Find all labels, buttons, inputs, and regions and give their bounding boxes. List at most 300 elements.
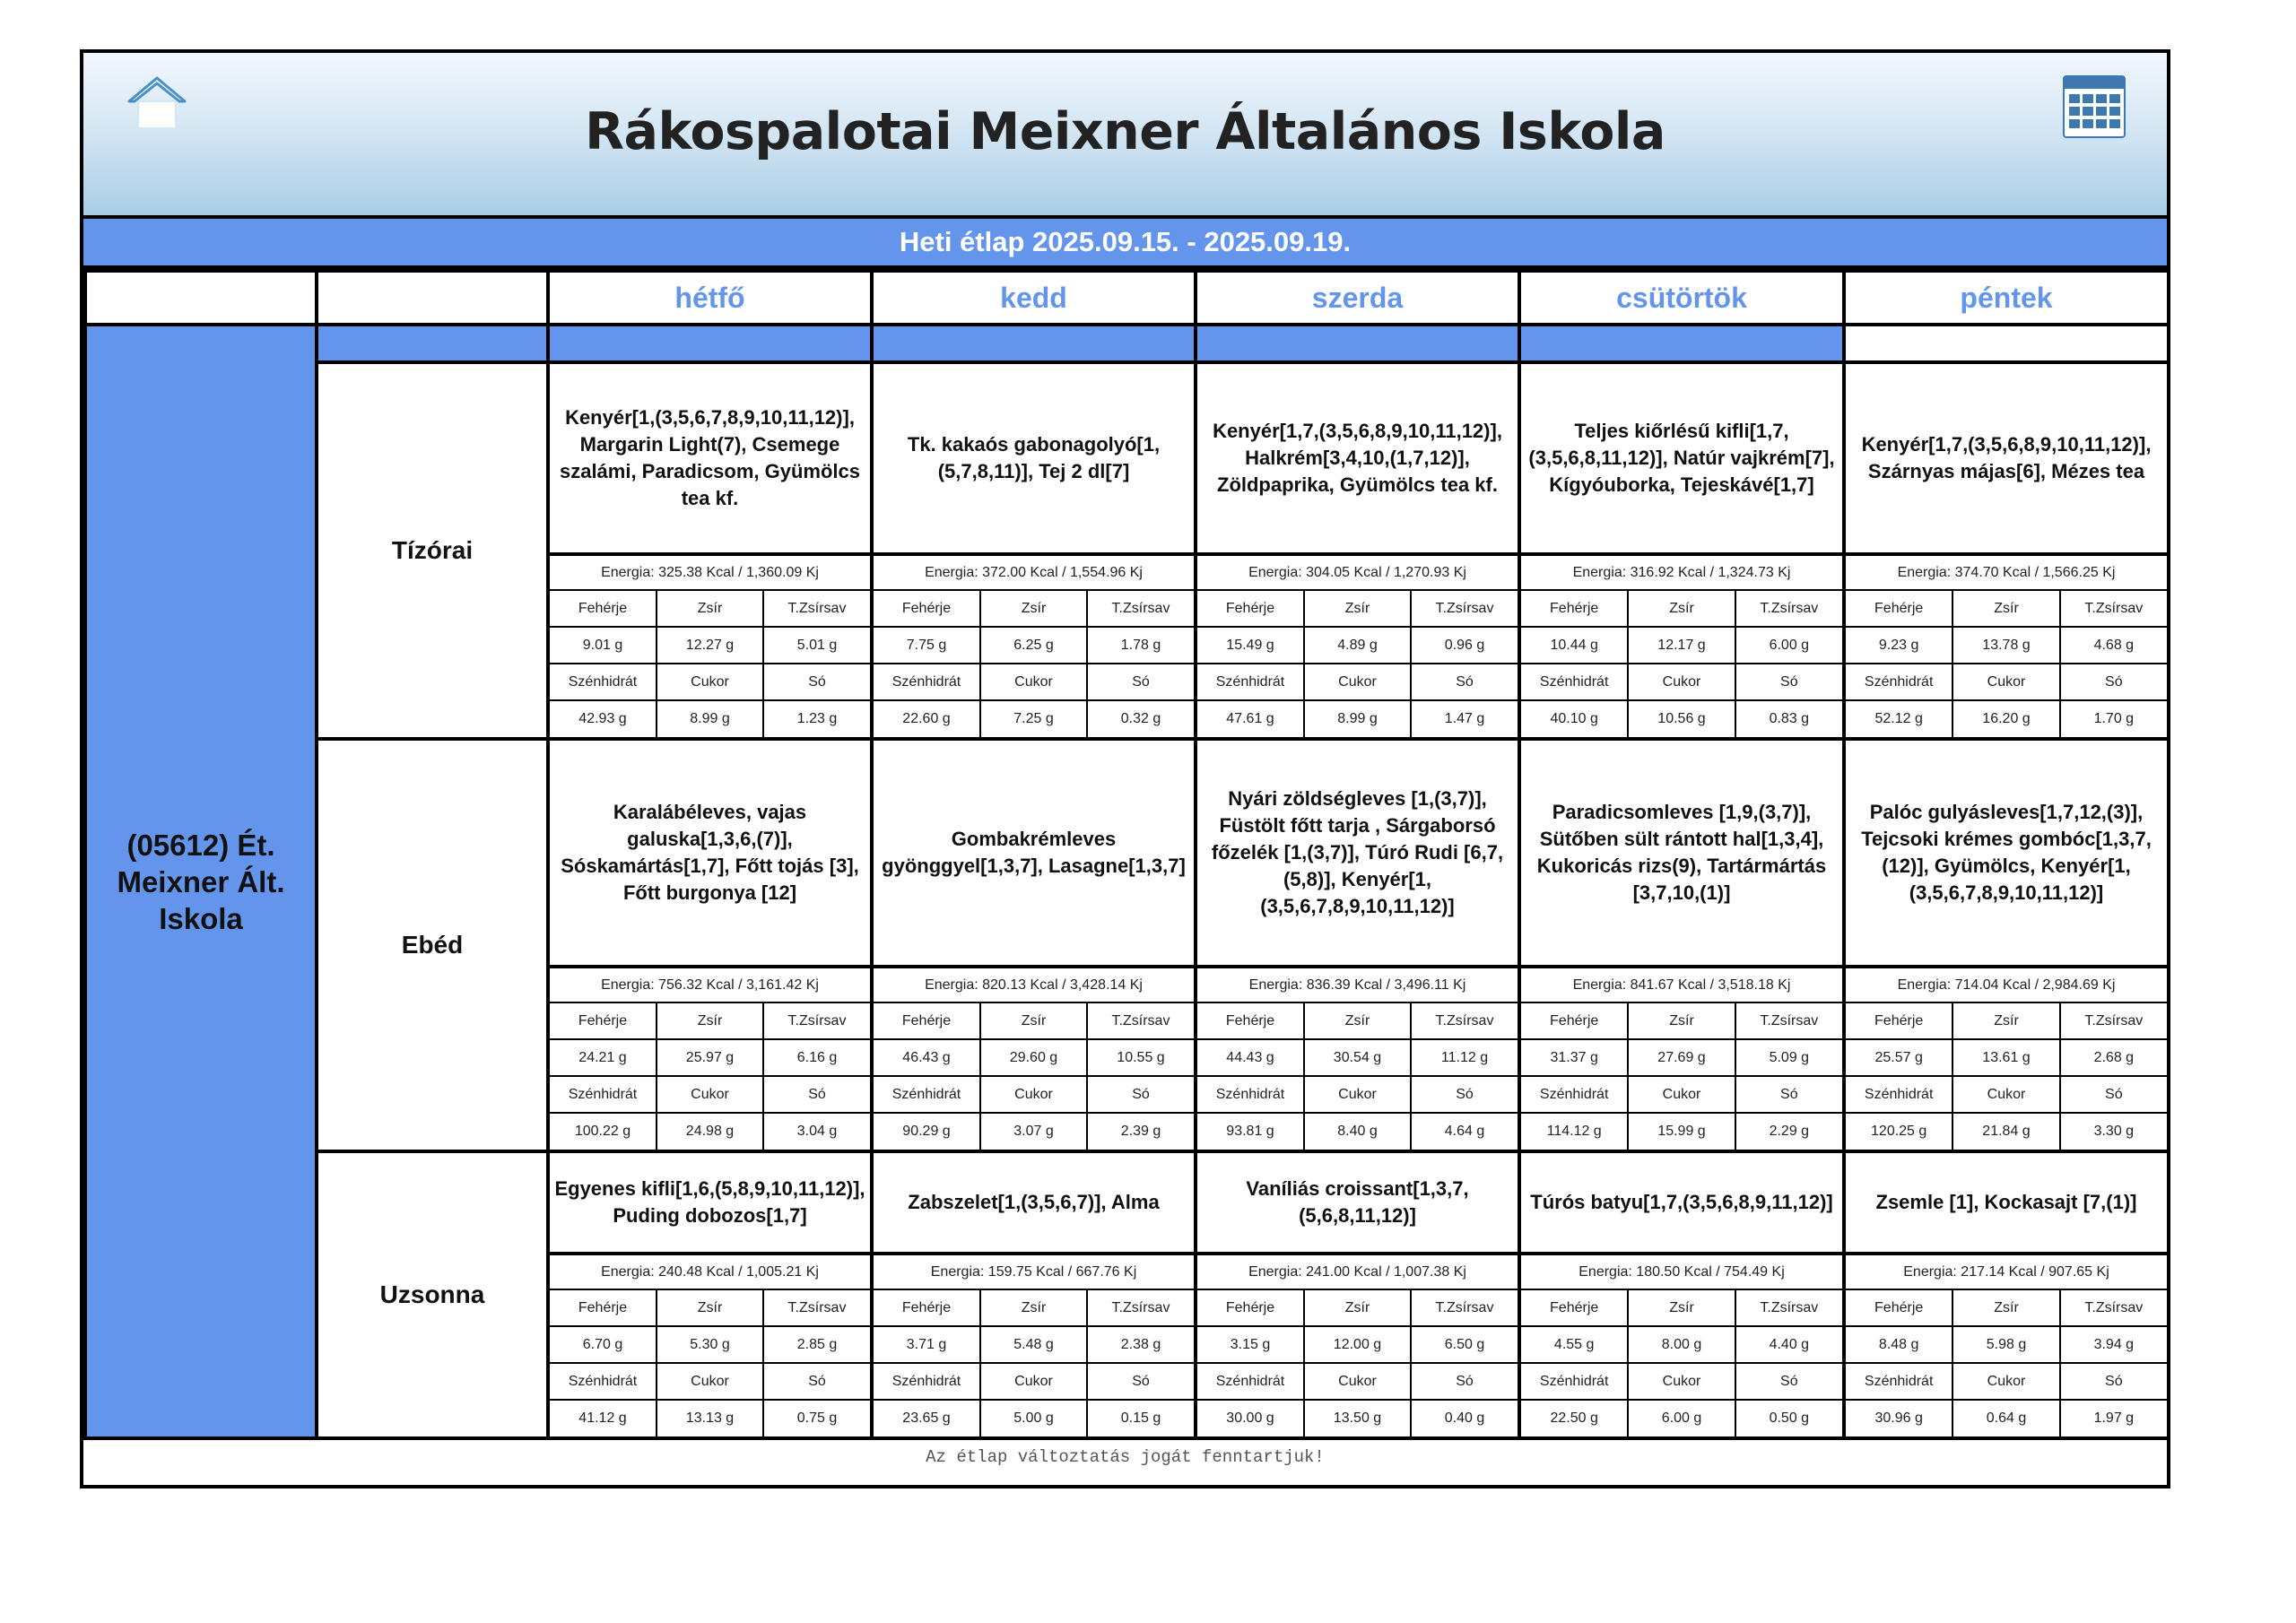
energy-row [550,1255,870,1289]
fat-value: 12.17 g [1628,627,1735,664]
food-text: Kenyér[1,(3,5,6,7,8,9,10,11,12)], Margarin Light(7), Csemege szalámi, Paradicsom, Gyümölcs tea kf. [559,406,861,509]
salt-value: 1.97 g [2060,1400,2167,1436]
fat-label: Zsír [1952,1002,2059,1039]
salt-label: Só [2060,664,2167,700]
sugar-value: 15.99 g [1628,1113,1735,1150]
carb-value: 30.00 g [1197,1400,1304,1436]
carb-value: 93.81 g [1197,1113,1304,1150]
salt-value: 0.32 g [1087,700,1194,737]
nutrition-row [1846,627,2167,664]
sugar-value: 7.25 g [980,700,1087,737]
sugar-value: 13.13 g [657,1400,763,1436]
nutrition-cell-wednesday [1196,1254,1519,1438]
food-cell-wednesday [1196,1151,1519,1254]
protein-value: 46.43 g [874,1039,980,1076]
menu-table [83,269,2170,1440]
satfat-value: 1.78 g [1087,627,1194,664]
nutrition-row [1197,1326,1518,1363]
nutrition-row [550,1039,870,1076]
satfat-value: 6.00 g [1735,627,1842,664]
nutrition-row [874,1363,1194,1400]
blue-strip-cell [548,325,872,362]
week-title: Heti étlap 2025.09.15. - 2025.09.19. [83,219,2167,269]
protein-label: Fehérje [550,1002,657,1039]
fat-label: Zsír [1304,1002,1411,1039]
satfat-label: T.Zsírsav [1411,1289,1518,1326]
satfat-label: T.Zsírsav [763,590,870,627]
nutrition-row [874,1076,1194,1113]
carb-label: Szénhidrát [1521,1363,1628,1400]
nutrition-row [550,627,870,664]
nutrition-cell-thursday [1519,554,1844,739]
day-header-row [85,271,2169,325]
food-cell-friday [1844,1151,2169,1254]
meal-name: Uzsonna [317,1151,548,1438]
nutrition-row [874,1289,1194,1326]
menu-sheet [80,49,2170,1488]
satfat-value: 2.38 g [1087,1326,1194,1363]
nutrition-cell-wednesday [1196,967,1519,1151]
nutrition-row [1521,1400,1842,1436]
energy-value: Energia: 217.14 Kcal / 907.65 Kj [1846,1255,2167,1289]
protein-value: 9.01 g [550,627,657,664]
fat-value: 25.97 g [657,1039,763,1076]
carb-label: Szénhidrát [1846,664,1952,700]
nutrition-table [1521,968,1842,1150]
food-text: Karalábéleves, vajas galuska[1,3,6,(7)], Sóskamártás[1,7], Főtt tojás [3], Főtt burgonya [12] [561,801,859,904]
satfat-label: T.Zsírsav [1735,1002,1842,1039]
fat-label: Zsír [1952,1289,2059,1326]
protein-value: 25.57 g [1846,1039,1952,1076]
energy-row [874,1255,1194,1289]
salt-label: Só [1735,1076,1842,1113]
nutrition-table [1846,968,2167,1150]
salt-label: Só [2060,1363,2167,1400]
salt-label: Só [1411,1363,1518,1400]
nutrition-row [1846,590,2167,627]
nutrition-row [1846,1326,2167,1363]
nutrition-cell-tuesday [872,967,1196,1151]
carb-value: 120.25 g [1846,1113,1952,1150]
nutrition-cell-monday [548,554,872,739]
protein-value: 15.49 g [1197,627,1304,664]
food-cell-monday [548,1151,872,1254]
fat-value: 5.98 g [1952,1326,2059,1363]
carb-value: 90.29 g [874,1113,980,1150]
nutrition-row [874,1002,1194,1039]
food-text: Vaníliás croissant[1,3,7,(5,6,8,11,12)] [1246,1177,1469,1227]
day-header-wednesday: szerda [1196,271,1519,325]
satfat-label: T.Zsírsav [2060,1002,2167,1039]
nutrition-row [550,590,870,627]
carb-label: Szénhidrát [874,664,980,700]
salt-label: Só [1735,664,1842,700]
energy-value: Energia: 240.48 Kcal / 1,005.21 Kj [550,1255,870,1289]
carb-value: 42.93 g [550,700,657,737]
carb-label: Szénhidrát [550,1363,657,1400]
carb-value: 23.65 g [874,1400,980,1436]
protein-label: Fehérje [1197,1289,1304,1326]
nutrition-row [1521,1113,1842,1150]
nutrition-table [550,1255,870,1436]
salt-value: 1.47 g [1411,700,1518,737]
sugar-value: 13.50 g [1304,1400,1411,1436]
fat-value: 4.89 g [1304,627,1411,664]
salt-label: Só [1411,664,1518,700]
protein-label: Fehérje [1521,590,1628,627]
nutrition-row [1521,627,1842,664]
fat-label: Zsír [1628,1002,1735,1039]
food-text: Tk. kakaós gabonagolyó[1,(5,7,8,11)], Tej 2 dl[7] [907,433,1161,482]
sugar-value: 0.64 g [1952,1400,2059,1436]
nutrition-row [874,1113,1194,1150]
carb-label: Szénhidrát [1521,664,1628,700]
nutrition-table [550,968,870,1150]
fat-value: 13.61 g [1952,1039,2059,1076]
nutrition-row [1197,1002,1518,1039]
satfat-label: T.Zsírsav [1411,1002,1518,1039]
blue-strip-cell [1196,325,1519,362]
nutrition-row [1846,1002,2167,1039]
food-text: Egyenes kifli[1,6,(5,8,9,10,11,12)], Puding dobozos[1,7] [554,1177,865,1227]
nutrition-row [874,590,1194,627]
sugar-value: 10.56 g [1628,700,1735,737]
energy-value: Energia: 304.05 Kcal / 1,270.93 Kj [1197,556,1518,590]
nutrition-table [1521,1255,1842,1436]
school-title: Rákospalotai Meixner Általános Iskola [585,102,1665,161]
salt-value: 3.30 g [2060,1113,2167,1150]
fat-value: 5.48 g [980,1326,1087,1363]
nutrition-row [1846,700,2167,737]
day-header-tuesday: kedd [872,271,1196,325]
energy-value: Energia: 316.92 Kcal / 1,324.73 Kj [1521,556,1842,590]
carb-label: Szénhidrát [1846,1363,1952,1400]
nutrition-row [1846,1113,2167,1150]
nutrition-cell-friday [1844,967,2169,1151]
nutrition-row [1521,1076,1842,1113]
nutrition-row [1197,664,1518,700]
satfat-value: 0.96 g [1411,627,1518,664]
carb-label: Szénhidrát [1846,1076,1952,1113]
satfat-label: T.Zsírsav [2060,1289,2167,1326]
carb-value: 30.96 g [1846,1400,1952,1436]
sugar-value: 6.00 g [1628,1400,1735,1436]
sugar-label: Cukor [1304,1363,1411,1400]
carb-value: 22.60 g [874,700,980,737]
satfat-label: T.Zsírsav [763,1002,870,1039]
food-text: Palóc gulyásleves[1,7,12,(3)], Tejcsoki krémes gombóc[1,3,7,(12)], Gyümölcs, Kenyér[1,(3,5,6,7,8,9,10,11,12)] [1861,801,2152,904]
nutrition-table [874,968,1194,1150]
energy-value: Energia: 241.00 Kcal / 1,007.38 Kj [1197,1255,1518,1289]
food-cell-wednesday [1196,362,1519,554]
salt-label: Só [763,1363,870,1400]
sugar-label: Cukor [980,1363,1087,1400]
meal-name: Ebéd [317,739,548,1151]
sugar-label: Cukor [1628,664,1735,700]
salt-label: Só [1087,1363,1194,1400]
protein-label: Fehérje [1197,590,1304,627]
satfat-label: T.Zsírsav [763,1289,870,1326]
calendar-icon[interactable] [2062,73,2126,140]
energy-value: Energia: 325.38 Kcal / 1,360.09 Kj [550,556,870,590]
satfat-value: 5.01 g [763,627,870,664]
sugar-value: 21.84 g [1952,1113,2059,1150]
nutrition-row [550,1289,870,1326]
fat-value: 12.27 g [657,627,763,664]
meal-food-row [85,739,2169,967]
food-cell-thursday [1519,739,1844,967]
nutrition-row [874,1039,1194,1076]
sugar-label: Cukor [1952,664,2059,700]
salt-value: 0.83 g [1735,700,1842,737]
day-header-thursday: csütörtök [1519,271,1844,325]
protein-label: Fehérje [874,590,980,627]
salt-value: 1.70 g [2060,700,2167,737]
protein-label: Fehérje [874,1289,980,1326]
energy-row [1197,556,1518,590]
carb-value: 52.12 g [1846,700,1952,737]
nutrition-table [1846,556,2167,737]
energy-row [1846,968,2167,1002]
nutrition-row [1197,1113,1518,1150]
satfat-value: 5.09 g [1735,1039,1842,1076]
protein-value: 3.71 g [874,1326,980,1363]
protein-label: Fehérje [1521,1289,1628,1326]
sugar-label: Cukor [1304,664,1411,700]
fat-label: Zsír [1628,590,1735,627]
protein-value: 24.21 g [550,1039,657,1076]
energy-row [874,556,1194,590]
nutrition-row [874,1400,1194,1436]
satfat-value: 4.68 g [2060,627,2167,664]
fat-label: Zsír [657,590,763,627]
salt-value: 0.50 g [1735,1400,1842,1436]
food-cell-monday [548,739,872,967]
fat-label: Zsír [980,1289,1087,1326]
nutrition-table [1197,968,1518,1150]
nutrition-row [1521,1039,1842,1076]
sugar-label: Cukor [1628,1363,1735,1400]
food-text: Túrós batyu[1,7,(3,5,6,8,9,11,12)] [1530,1191,1833,1213]
header-banner [83,53,2167,219]
satfat-label: T.Zsírsav [1735,590,1842,627]
fat-value: 6.25 g [980,627,1087,664]
salt-label: Só [1087,1076,1194,1113]
food-text: Gombakrémleves gyönggyel[1,3,7], Lasagne[1,3,7] [882,828,1186,877]
protein-value: 8.48 g [1846,1326,1952,1363]
meal-name: Tízórai [317,362,548,739]
nutrition-row [550,664,870,700]
food-cell-friday [1844,739,2169,967]
fat-value: 29.60 g [980,1039,1087,1076]
salt-label: Só [763,1076,870,1113]
carb-value: 22.50 g [1521,1400,1628,1436]
protein-value: 31.37 g [1521,1039,1628,1076]
nutrition-row [1197,590,1518,627]
salt-label: Só [763,664,870,700]
satfat-value: 2.85 g [763,1326,870,1363]
energy-value: Energia: 841.67 Kcal / 3,518.18 Kj [1521,968,1842,1002]
nutrition-row [874,664,1194,700]
salt-label: Só [1087,664,1194,700]
nutrition-row [1197,1363,1518,1400]
sugar-label: Cukor [980,664,1087,700]
nutrition-cell-monday [548,967,872,1151]
nutrition-row [1846,1076,2167,1113]
nutrition-row [1197,700,1518,737]
energy-row [550,556,870,590]
nutrition-row [1521,700,1842,737]
protein-value: 44.43 g [1197,1039,1304,1076]
nutrition-row [1197,1289,1518,1326]
fat-label: Zsír [1304,590,1411,627]
energy-value: Energia: 374.70 Kcal / 1,566.25 Kj [1846,556,2167,590]
protein-label: Fehérje [1521,1002,1628,1039]
nutrition-row [1846,1400,2167,1436]
nutrition-row [1846,1289,2167,1326]
satfat-label: T.Zsírsav [1411,590,1518,627]
nutrition-row [1521,664,1842,700]
energy-row [1846,1255,2167,1289]
sugar-label: Cukor [657,664,763,700]
energy-row [874,968,1194,1002]
food-cell-monday [548,362,872,554]
kitchen-label: (05612) Ét. Meixner Ált. Iskola [85,325,317,1438]
food-cell-tuesday [872,739,1196,967]
nutrition-cell-wednesday [1196,554,1519,739]
sugar-value: 24.98 g [657,1113,763,1150]
protein-label: Fehérje [874,1002,980,1039]
satfat-value: 2.68 g [2060,1039,2167,1076]
food-cell-thursday [1519,362,1844,554]
protein-label: Fehérje [1846,590,1952,627]
nutrition-row [1521,590,1842,627]
carb-label: Szénhidrát [1521,1076,1628,1113]
food-cell-friday [1844,362,2169,554]
energy-row [1521,556,1842,590]
nutrition-row [1521,1326,1842,1363]
nutrition-cell-thursday [1519,967,1844,1151]
fat-label: Zsír [1628,1289,1735,1326]
energy-value: Energia: 820.13 Kcal / 3,428.14 Kj [874,968,1194,1002]
nutrition-row [550,1400,870,1436]
protein-value: 4.55 g [1521,1326,1628,1363]
food-cell-tuesday [872,1151,1196,1254]
nutrition-row [1197,1400,1518,1436]
day-header-friday: péntek [1844,271,2169,325]
sugar-label: Cukor [980,1076,1087,1113]
protein-value: 10.44 g [1521,627,1628,664]
satfat-value: 6.16 g [763,1039,870,1076]
sugar-label: Cukor [657,1363,763,1400]
fat-value: 12.00 g [1304,1326,1411,1363]
energy-row [1521,1255,1842,1289]
energy-row [1521,968,1842,1002]
blue-strip-row [85,325,2169,362]
nutrition-table [1521,556,1842,737]
energy-row [1197,1255,1518,1289]
salt-value: 2.39 g [1087,1113,1194,1150]
food-text: Zsemle [1], Kockasajt [7,(1)] [1875,1191,2137,1213]
energy-value: Energia: 372.00 Kcal / 1,554.96 Kj [874,556,1194,590]
fat-value: 27.69 g [1628,1039,1735,1076]
nutrition-cell-friday [1844,1254,2169,1438]
energy-value: Energia: 836.39 Kcal / 3,496.11 Kj [1197,968,1518,1002]
satfat-value: 6.50 g [1411,1326,1518,1363]
blue-strip-cell [872,325,1196,362]
carb-label: Szénhidrát [1197,1363,1304,1400]
carb-label: Szénhidrát [1197,664,1304,700]
meal-food-row [85,362,2169,554]
salt-value: 0.40 g [1411,1400,1518,1436]
energy-value: Energia: 756.32 Kcal / 3,161.42 Kj [550,968,870,1002]
nutrition-table [1197,1255,1518,1436]
nutrition-row [1846,664,2167,700]
salt-label: Só [1735,1363,1842,1400]
corner-cell-left [85,271,317,325]
sugar-label: Cukor [1628,1076,1735,1113]
protein-value: 9.23 g [1846,627,1952,664]
nutrition-cell-monday [548,1254,872,1438]
protein-label: Fehérje [550,590,657,627]
nutrition-row [1846,1363,2167,1400]
satfat-label: T.Zsírsav [1087,1002,1194,1039]
carb-value: 47.61 g [1197,700,1304,737]
fat-label: Zsír [657,1002,763,1039]
nutrition-cell-friday [1844,554,2169,739]
nutrition-row [1846,1039,2167,1076]
protein-value: 6.70 g [550,1326,657,1363]
food-text: Kenyér[1,7,(3,5,6,8,9,10,11,12)], Szárnyas májas[6], Mézes tea [1861,433,2152,482]
carb-value: 41.12 g [550,1400,657,1436]
fat-label: Zsír [1952,590,2059,627]
sugar-label: Cukor [1952,1363,2059,1400]
sugar-value: 16.20 g [1952,700,2059,737]
fat-label: Zsír [657,1289,763,1326]
nutrition-row [874,627,1194,664]
sugar-value: 3.07 g [980,1113,1087,1150]
energy-value: Energia: 180.50 Kcal / 754.49 Kj [1521,1255,1842,1289]
carb-value: 114.12 g [1521,1113,1628,1150]
satfat-value: 3.94 g [2060,1326,2167,1363]
blue-strip-cell [1519,325,1844,362]
nutrition-cell-thursday [1519,1254,1844,1438]
nutrition-row [1197,1039,1518,1076]
food-text: Zabszelet[1,(3,5,6,7)], Alma [908,1191,1160,1213]
satfat-label: T.Zsírsav [1735,1289,1842,1326]
nutrition-row [1521,1289,1842,1326]
protein-label: Fehérje [550,1289,657,1326]
satfat-label: T.Zsírsav [1087,1289,1194,1326]
sugar-label: Cukor [657,1076,763,1113]
protein-value: 3.15 g [1197,1326,1304,1363]
carb-label: Szénhidrát [1197,1076,1304,1113]
salt-value: 2.29 g [1735,1113,1842,1150]
nutrition-table [1846,1255,2167,1436]
nutrition-table [874,1255,1194,1436]
energy-row [550,968,870,1002]
nutrition-row [874,1326,1194,1363]
protein-value: 7.75 g [874,627,980,664]
fat-label: Zsír [980,1002,1087,1039]
carb-value: 40.10 g [1521,700,1628,737]
food-cell-thursday [1519,1151,1844,1254]
salt-value: 3.04 g [763,1113,870,1150]
salt-label: Só [1411,1076,1518,1113]
salt-label: Só [2060,1076,2167,1113]
nutrition-table [550,556,870,737]
nutrition-row [1197,627,1518,664]
